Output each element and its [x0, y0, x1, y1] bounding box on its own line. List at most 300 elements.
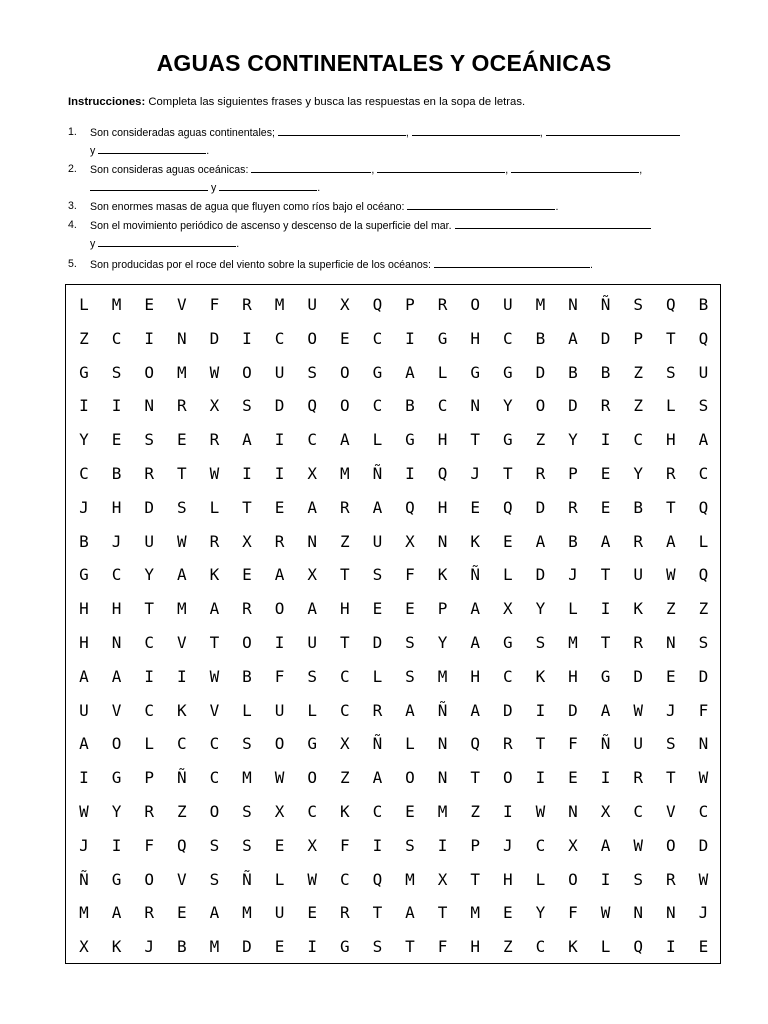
grid-letter[interactable]: X — [600, 802, 611, 821]
grid-letter[interactable]: N — [111, 633, 122, 652]
grid-letter[interactable]: Z — [79, 328, 89, 348]
grid-letter[interactable]: M — [568, 633, 578, 652]
grid-letter[interactable]: I — [372, 835, 383, 855]
grid-letter[interactable]: G — [111, 768, 122, 788]
grid-letter[interactable]: E — [307, 903, 317, 923]
grid-letter[interactable]: A — [372, 768, 383, 788]
grid-letter[interactable]: H — [665, 430, 676, 450]
grid-letter[interactable]: Ñ — [470, 565, 480, 585]
grid-letter[interactable]: T — [535, 734, 546, 754]
grid-letter[interactable]: R — [633, 768, 643, 788]
grid-letter[interactable]: C — [307, 430, 317, 450]
grid-letter[interactable]: D — [535, 565, 546, 585]
grid-letter[interactable]: Z — [470, 802, 480, 821]
grid-letter[interactable]: M — [470, 903, 480, 923]
grid-letter[interactable]: P — [144, 768, 154, 788]
grid-letter[interactable]: J — [79, 497, 89, 517]
grid-letter[interactable]: R — [372, 700, 383, 720]
grid-letter[interactable]: P — [405, 295, 415, 314]
grid-letter[interactable]: T — [372, 903, 383, 923]
grid-letter[interactable]: Z — [339, 531, 350, 551]
grid-letter[interactable]: S — [665, 734, 676, 754]
grid-letter[interactable]: A — [111, 903, 122, 923]
grid-letter[interactable]: A — [405, 362, 415, 382]
grid-letter[interactable]: Z — [665, 599, 676, 619]
grid-letter[interactable]: A — [405, 700, 415, 720]
grid-letter[interactable]: I — [111, 835, 122, 855]
grid-letter[interactable]: O — [144, 362, 154, 382]
grid-letter[interactable]: A — [176, 565, 187, 585]
grid-letter[interactable]: M — [176, 599, 187, 619]
grid-letter[interactable]: S — [698, 396, 709, 416]
grid-letter[interactable]: I — [242, 464, 252, 483]
grid-letter[interactable]: B — [600, 362, 611, 382]
grid-letter[interactable]: N — [437, 531, 448, 551]
grid-letter[interactable]: W — [535, 802, 546, 821]
grid-letter[interactable]: N — [307, 531, 317, 551]
grid-letter[interactable]: R — [600, 396, 611, 416]
grid-letter[interactable]: Ñ — [79, 869, 89, 889]
grid-letter[interactable]: C — [633, 802, 643, 821]
grid-letter[interactable]: S — [372, 565, 383, 585]
grid-letter[interactable]: M — [209, 937, 220, 957]
grid-letter[interactable]: W — [698, 768, 709, 788]
grid-letter[interactable]: B — [176, 937, 187, 957]
grid-letter[interactable]: L — [372, 666, 383, 686]
grid-letter[interactable]: C — [339, 869, 350, 889]
grid-letter[interactable]: Ñ — [437, 700, 448, 720]
grid-letter[interactable]: L — [209, 497, 220, 517]
grid-letter[interactable]: Ñ — [242, 869, 252, 889]
grid-letter[interactable]: S — [111, 362, 122, 382]
grid-letter[interactable]: Z — [535, 430, 546, 450]
grid-letter[interactable]: K — [437, 565, 448, 585]
grid-letter[interactable]: H — [437, 430, 448, 450]
grid-letter[interactable]: Z — [176, 802, 187, 821]
grid-letter[interactable]: X — [339, 734, 350, 754]
grid-letter[interactable]: U — [502, 295, 513, 314]
grid-letter[interactable]: C — [339, 700, 350, 720]
grid-letter[interactable]: A — [600, 531, 611, 551]
grid-letter[interactable]: Q — [502, 497, 513, 517]
answer-blank[interactable] — [407, 199, 555, 210]
grid-letter[interactable]: W — [698, 869, 709, 889]
grid-letter[interactable]: E — [502, 531, 513, 551]
grid-letter[interactable]: O — [502, 768, 513, 788]
grid-letter[interactable]: U — [307, 295, 317, 314]
grid-letter[interactable]: R — [568, 497, 578, 517]
grid-letter[interactable]: Y — [535, 599, 546, 619]
grid-letter[interactable]: G — [502, 633, 513, 652]
grid-letter[interactable]: O — [144, 869, 154, 889]
grid-letter[interactable]: J — [79, 835, 89, 855]
grid-letter[interactable]: M — [274, 295, 285, 314]
grid-letter[interactable]: W — [307, 869, 317, 889]
grid-letter[interactable]: L — [274, 869, 285, 889]
grid-letter[interactable]: A — [698, 430, 709, 450]
grid-letter[interactable]: A — [405, 903, 415, 923]
grid-letter[interactable]: E — [372, 599, 383, 619]
grid-letter[interactable]: C — [307, 802, 317, 821]
grid-letter[interactable]: X — [568, 835, 578, 855]
grid-letter[interactable]: R — [144, 464, 154, 483]
grid-letter[interactable]: C — [372, 802, 383, 821]
grid-letter[interactable]: U — [274, 362, 285, 382]
grid-letter[interactable]: R — [535, 464, 546, 483]
grid-letter[interactable]: G — [437, 328, 448, 348]
grid-letter[interactable]: S — [665, 362, 676, 382]
grid-letter[interactable]: P — [568, 464, 578, 483]
answer-blank[interactable] — [251, 162, 371, 173]
grid-letter[interactable]: W — [209, 666, 220, 686]
grid-letter[interactable]: A — [372, 497, 383, 517]
grid-letter[interactable]: H — [111, 599, 122, 619]
grid-letter[interactable]: L — [372, 430, 383, 450]
grid-letter[interactable]: E — [274, 937, 285, 957]
answer-blank[interactable] — [278, 125, 406, 136]
grid-letter[interactable]: D — [209, 328, 220, 348]
grid-letter[interactable]: Q — [698, 497, 709, 517]
grid-letter[interactable]: O — [535, 396, 546, 416]
grid-letter[interactable]: W — [633, 700, 643, 720]
grid-letter[interactable]: X — [405, 531, 415, 551]
grid-letter[interactable]: F — [274, 666, 285, 686]
grid-letter[interactable]: D — [633, 666, 643, 686]
grid-letter[interactable]: H — [79, 633, 89, 652]
grid-letter[interactable]: T — [437, 903, 448, 923]
grid-letter[interactable]: Y — [437, 633, 448, 652]
grid-letter[interactable]: O — [242, 362, 252, 382]
grid-letter[interactable]: N — [437, 768, 448, 788]
grid-letter[interactable]: A — [470, 700, 480, 720]
grid-letter[interactable]: B — [111, 464, 122, 483]
grid-letter[interactable]: D — [372, 633, 383, 652]
grid-letter[interactable]: W — [79, 802, 89, 821]
grid-letter[interactable]: O — [307, 328, 317, 348]
grid-letter[interactable]: Y — [111, 802, 122, 821]
grid-letter[interactable]: A — [274, 565, 285, 585]
grid-letter[interactable]: G — [502, 430, 513, 450]
grid-letter[interactable]: R — [502, 734, 513, 754]
grid-letter[interactable]: X — [209, 396, 220, 416]
grid-letter[interactable]: T — [176, 464, 187, 483]
grid-letter[interactable]: S — [307, 362, 317, 382]
grid-letter[interactable]: B — [698, 295, 709, 314]
grid-letter[interactable]: J — [568, 565, 578, 585]
grid-letter[interactable]: C — [372, 328, 383, 348]
grid-letter[interactable]: H — [470, 328, 480, 348]
grid-letter[interactable]: C — [437, 396, 448, 416]
grid-letter[interactable]: N — [144, 396, 154, 416]
grid-letter[interactable]: O — [274, 599, 285, 619]
grid-letter[interactable]: T — [470, 768, 480, 788]
grid-letter[interactable]: U — [307, 633, 317, 652]
grid-letter[interactable]: G — [470, 362, 480, 382]
grid-letter[interactable]: C — [111, 328, 122, 348]
grid-letter[interactable]: M — [405, 869, 415, 889]
grid-letter[interactable]: O — [470, 295, 480, 314]
grid-letter[interactable]: R — [339, 497, 350, 517]
grid-letter[interactable]: S — [405, 633, 415, 652]
grid-letter[interactable]: E — [600, 497, 611, 517]
grid-letter[interactable]: O — [274, 734, 285, 754]
grid-letter[interactable]: X — [307, 565, 317, 585]
grid-letter[interactable]: L — [568, 599, 578, 619]
grid-letter[interactable]: O — [111, 734, 122, 754]
grid-letter[interactable]: Q — [665, 295, 676, 314]
grid-letter[interactable]: C — [144, 633, 154, 652]
grid-letter[interactable]: Y — [144, 565, 154, 585]
grid-letter[interactable]: R — [209, 531, 220, 551]
grid-letter[interactable]: G — [79, 565, 89, 585]
grid-letter[interactable]: G — [405, 430, 415, 450]
grid-letter[interactable]: E — [405, 802, 415, 821]
grid-letter[interactable]: F — [405, 565, 415, 585]
grid-letter[interactable]: X — [307, 835, 317, 855]
grid-letter[interactable]: A — [307, 497, 317, 517]
grid-letter[interactable]: S — [698, 633, 709, 652]
grid-letter[interactable]: L — [242, 700, 252, 720]
grid-letter[interactable]: I — [405, 328, 415, 348]
answer-blank[interactable] — [434, 257, 590, 268]
grid-letter[interactable]: G — [79, 362, 89, 382]
grid-letter[interactable]: H — [79, 599, 89, 619]
grid-letter[interactable]: X — [502, 599, 513, 619]
grid-letter[interactable]: V — [176, 295, 187, 314]
grid-letter[interactable]: I — [665, 937, 676, 957]
grid-letter[interactable]: Y — [568, 430, 578, 450]
grid-letter[interactable]: T — [405, 937, 415, 957]
grid-letter[interactable]: X — [307, 464, 317, 483]
grid-letter[interactable]: Ñ — [176, 768, 187, 788]
grid-letter[interactable]: D — [600, 328, 611, 348]
grid-letter[interactable]: C — [176, 734, 187, 754]
grid-letter[interactable]: F — [568, 734, 578, 754]
grid-letter[interactable]: C — [209, 734, 220, 754]
grid-letter[interactable]: R — [274, 531, 285, 551]
grid-letter[interactable]: N — [665, 903, 676, 923]
grid-letter[interactable]: Ñ — [600, 734, 611, 754]
grid-letter[interactable]: T — [600, 633, 611, 652]
grid-letter[interactable]: O — [307, 768, 317, 788]
grid-letter[interactable]: F — [144, 835, 154, 855]
grid-letter[interactable]: S — [307, 666, 317, 686]
grid-letter[interactable]: D — [535, 497, 546, 517]
grid-letter[interactable]: Q — [698, 565, 709, 585]
grid-letter[interactable]: N — [698, 734, 709, 754]
grid-letter[interactable]: W — [209, 362, 220, 382]
grid-letter[interactable]: J — [470, 464, 480, 483]
grid-letter[interactable]: E — [339, 328, 350, 348]
answer-blank[interactable] — [98, 236, 236, 247]
grid-letter[interactable]: L — [600, 937, 611, 957]
grid-letter[interactable]: A — [600, 835, 611, 855]
grid-letter[interactable]: Q — [698, 328, 709, 348]
grid-letter[interactable]: A — [79, 734, 89, 754]
grid-letter[interactable]: H — [568, 666, 578, 686]
grid-letter[interactable]: A — [665, 531, 676, 551]
grid-letter[interactable]: T — [470, 869, 480, 889]
grid-letter[interactable]: L — [79, 295, 89, 314]
grid-letter[interactable]: U — [372, 531, 383, 551]
grid-letter[interactable]: M — [339, 464, 350, 483]
grid-letter[interactable]: T — [339, 565, 350, 585]
grid-letter[interactable]: G — [372, 362, 383, 382]
grid-letter[interactable]: E — [111, 430, 122, 450]
grid-letter[interactable]: F — [437, 937, 448, 957]
grid-letter[interactable]: Z — [698, 599, 709, 619]
grid-letter[interactable]: B — [242, 666, 252, 686]
grid-letter[interactable]: S — [209, 869, 220, 889]
grid-letter[interactable]: B — [633, 497, 643, 517]
grid-letter[interactable]: G — [339, 937, 350, 957]
grid-letter[interactable]: F — [339, 835, 350, 855]
grid-letter[interactable]: Y — [79, 430, 89, 450]
grid-letter[interactable]: I — [274, 430, 285, 450]
answer-blank[interactable] — [377, 162, 505, 173]
grid-letter[interactable]: S — [242, 835, 252, 855]
grid-letter[interactable]: S — [176, 497, 187, 517]
grid-letter[interactable]: R — [339, 903, 350, 923]
grid-letter[interactable]: T — [339, 633, 350, 652]
grid-letter[interactable]: C — [339, 666, 350, 686]
grid-letter[interactable]: K — [568, 937, 578, 957]
grid-letter[interactable]: Z — [339, 768, 350, 788]
answer-blank[interactable] — [98, 143, 206, 154]
grid-letter[interactable]: S — [372, 937, 383, 957]
grid-letter[interactable]: N — [176, 328, 187, 348]
grid-letter[interactable]: C — [79, 464, 89, 483]
grid-letter[interactable]: O — [339, 396, 350, 416]
grid-letter[interactable]: I — [600, 430, 611, 450]
grid-letter[interactable]: C — [633, 430, 643, 450]
grid-letter[interactable]: B — [405, 396, 415, 416]
grid-letter[interactable]: M — [242, 768, 252, 788]
grid-letter[interactable]: J — [665, 700, 676, 720]
grid-letter[interactable]: B — [79, 531, 89, 551]
grid-letter[interactable]: H — [111, 497, 122, 517]
grid-letter[interactable]: I — [79, 396, 89, 416]
grid-letter[interactable]: X — [79, 937, 89, 957]
grid-letter[interactable]: Q — [372, 869, 383, 889]
grid-letter[interactable]: D — [242, 937, 252, 957]
grid-letter[interactable]: Q — [372, 295, 383, 314]
grid-letter[interactable]: G — [111, 869, 122, 889]
grid-letter[interactable]: D — [502, 700, 513, 720]
grid-letter[interactable]: F — [209, 295, 220, 314]
grid-letter[interactable]: K — [633, 599, 643, 619]
grid-letter[interactable]: T — [144, 599, 154, 619]
grid-letter[interactable]: E — [176, 430, 187, 450]
grid-letter[interactable]: L — [307, 700, 317, 720]
grid-letter[interactable]: G — [600, 666, 611, 686]
grid-letter[interactable]: J — [144, 937, 154, 957]
grid-letter[interactable]: Y — [633, 464, 643, 483]
grid-letter[interactable]: R — [633, 633, 643, 652]
grid-letter[interactable]: A — [242, 430, 252, 450]
grid-letter[interactable]: N — [633, 903, 643, 923]
grid-letter[interactable]: L — [698, 531, 709, 551]
grid-letter[interactable]: J — [111, 531, 122, 551]
grid-letter[interactable]: R — [144, 903, 154, 923]
grid-letter[interactable]: Q — [633, 937, 643, 957]
grid-letter[interactable]: O — [209, 802, 220, 821]
grid-letter[interactable]: C — [535, 937, 546, 957]
grid-letter[interactable]: S — [144, 430, 154, 450]
grid-letter[interactable]: E — [502, 903, 513, 923]
grid-letter[interactable]: W — [600, 903, 611, 923]
grid-letter[interactable]: H — [502, 869, 513, 889]
grid-letter[interactable]: X — [274, 802, 285, 821]
grid-letter[interactable]: K — [470, 531, 480, 551]
grid-letter[interactable]: O — [568, 869, 578, 889]
grid-letter[interactable]: S — [242, 802, 252, 821]
grid-letter[interactable]: V — [111, 700, 122, 720]
grid-letter[interactable]: D — [698, 666, 709, 686]
grid-letter[interactable]: Ñ — [372, 464, 383, 483]
grid-letter[interactable]: W — [665, 565, 676, 585]
answer-blank[interactable] — [546, 125, 680, 136]
grid-letter[interactable]: A — [470, 599, 480, 619]
grid-letter[interactable]: R — [242, 295, 252, 314]
grid-letter[interactable]: M — [111, 295, 122, 314]
grid-letter[interactable]: H — [470, 666, 480, 686]
grid-letter[interactable]: E — [600, 464, 611, 483]
grid-letter[interactable]: I — [600, 599, 611, 619]
grid-letter[interactable]: C — [502, 328, 513, 348]
grid-letter[interactable]: Y — [502, 396, 513, 416]
grid-letter[interactable]: T — [600, 565, 611, 585]
grid-letter[interactable]: E — [144, 295, 154, 314]
grid-letter[interactable]: I — [405, 464, 415, 483]
grid-letter[interactable]: S — [405, 835, 415, 855]
grid-letter[interactable]: Z — [502, 937, 513, 957]
grid-letter[interactable]: I — [600, 768, 611, 788]
grid-letter[interactable]: M — [437, 802, 448, 821]
grid-letter[interactable]: R — [209, 430, 220, 450]
grid-letter[interactable]: P — [633, 328, 643, 348]
grid-letter[interactable]: T — [209, 633, 220, 652]
grid-letter[interactable]: X — [437, 869, 448, 889]
grid-letter[interactable]: B — [535, 328, 546, 348]
grid-letter[interactable]: A — [209, 903, 220, 923]
grid-letter[interactable]: N — [568, 802, 578, 821]
grid-letter[interactable]: H — [437, 497, 448, 517]
grid-letter[interactable]: C — [209, 768, 220, 788]
grid-letter[interactable]: A — [600, 700, 611, 720]
grid-letter[interactable]: O — [339, 362, 350, 382]
grid-letter[interactable]: W — [274, 768, 285, 788]
grid-letter[interactable]: G — [307, 734, 317, 754]
grid-letter[interactable]: U — [144, 531, 154, 551]
grid-letter[interactable]: X — [242, 531, 252, 551]
grid-letter[interactable]: V — [176, 869, 187, 889]
grid-letter[interactable]: Q — [437, 464, 448, 483]
grid-letter[interactable]: E — [176, 903, 187, 923]
grid-letter[interactable]: A — [535, 531, 546, 551]
grid-letter[interactable]: C — [535, 835, 546, 855]
grid-letter[interactable]: Z — [633, 396, 643, 416]
grid-letter[interactable]: H — [470, 937, 480, 957]
grid-letter[interactable]: K — [176, 700, 187, 720]
grid-letter[interactable]: E — [698, 937, 709, 957]
grid-letter[interactable]: A — [568, 328, 578, 348]
grid-letter[interactable]: S — [242, 734, 252, 754]
grid-letter[interactable]: N — [568, 295, 578, 314]
grid-letter[interactable]: D — [698, 835, 709, 855]
grid-letter[interactable]: R — [176, 396, 187, 416]
grid-letter[interactable]: L — [437, 362, 448, 382]
